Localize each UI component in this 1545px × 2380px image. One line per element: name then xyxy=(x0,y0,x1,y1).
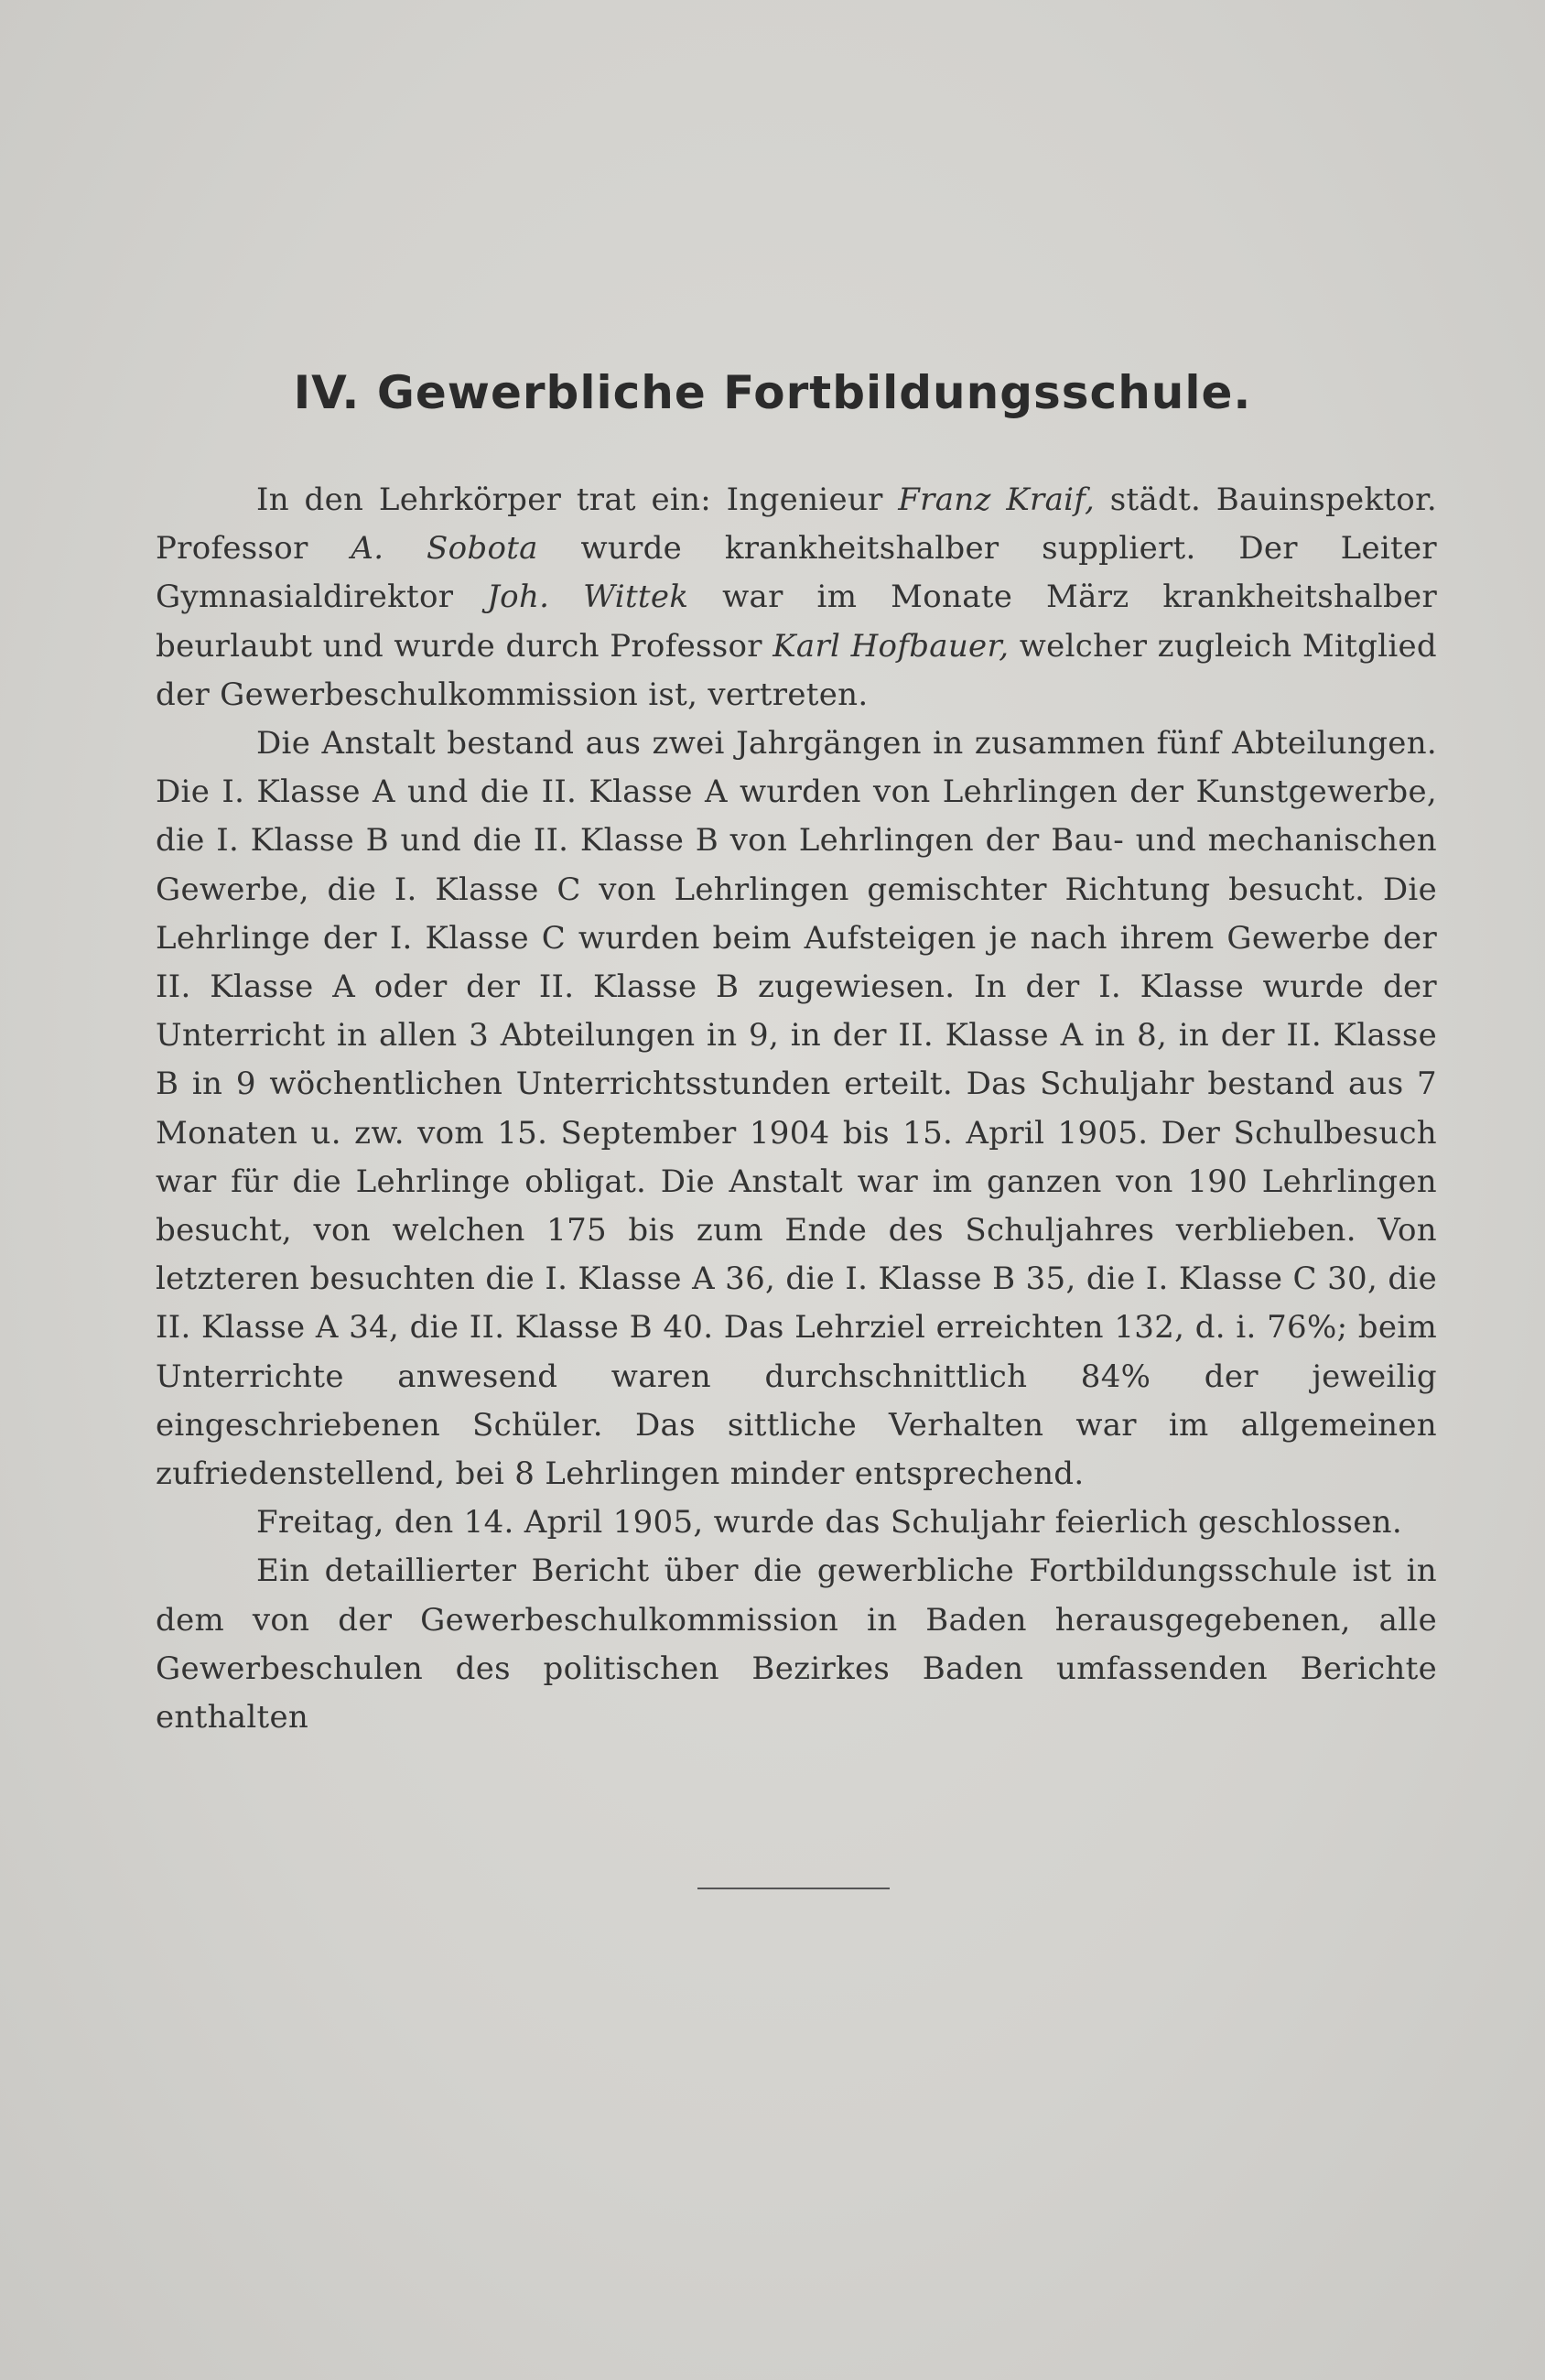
text-segment: wurde krankheitshalber suppliert. Der Leiter Gymnasialdirektor xyxy=(156,530,1437,616)
text-segment: Ein detaillierter Bericht über die gewerbliche Fortbildungsschule ist in dem von der Gewerbeschulkommission in Baden herausgegebenen, alle Gewerbeschulen des politischen Bezirkes Baden umfassenden Berichte enthalten xyxy=(156,1552,1437,1736)
person-name: Franz Kraif, xyxy=(898,481,1096,518)
person-name: Joh. Wittek xyxy=(487,579,689,616)
paragraph xyxy=(156,1498,1437,1547)
paragraph xyxy=(156,476,1437,719)
text-segment: In den Lehrkörper trat ein: Ingenieur xyxy=(256,481,899,518)
text-segment: städt. Bauinspektor. Professor xyxy=(156,481,1438,568)
section-heading: IV. Gewerbliche Fortbildungsschule. xyxy=(293,366,1252,419)
body-text xyxy=(156,476,1437,1742)
text-segment: welcher zugleich Mitglied der Gewerbeschulkommission ist, vertreten. xyxy=(156,627,1437,713)
person-name: Karl Hofbauer, xyxy=(772,627,1010,665)
text-segment: Die Anstalt bestand aus zwei Jahrgängen in zusammen fünf Abteilungen. Die I. Klasse A und die II. Klasse A wurden von Lehrlingen der Kunstgewerbe, die I. Klasse B und die II. Klasse B von Lehrlingen der Bau- und mechanischen Gewerbe, die I. Klasse C von Lehrlingen gemischter Richtung besucht. Die Lehrlinge der I. Klasse C wurden beim Aufsteigen je nach ihrem Gewerbe der II. Klasse A oder der II. Klasse B zugewiesen. In der I. Klasse wurde der Unterricht in allen 3 Abteilungen in 9, in der II. Klasse A in 8, in der II. Klasse B in 9 wöchentlichen Unterrichtsstunden erteilt. Das Schuljahr bestand aus 7 Monaten u. zw. vom 15. September 1904 bis 15. April 1905. Der Schulbesuch war für die Lehrlinge obligat. Die Anstalt war im ganzen von 190 Lehrlingen besucht, von welchen 175 bis zum Ende des Schuljahres verblieben. Von letzteren besuchten die I. Klasse A 36, die I. Klasse B 35, die I. Klasse C 30, die II. Klasse A 34, die II. Klasse B 40. Das Lehrziel erreichten 132, d. i. 76%; beim Unterrichte anwesend waren durchschnittlich 84% der jeweilig eingeschriebenen Schüler. Das sittliche Verhalten war im allgemeinen zufriedenstellend, bei 8 Lehrlingen minder entsprechend. xyxy=(156,725,1437,1493)
paragraph xyxy=(156,1547,1437,1742)
section-divider xyxy=(697,1888,890,1889)
paragraph xyxy=(156,719,1437,1498)
text-segment: war im Monate März krankheitshalber beurlaubt und wurde durch Professor xyxy=(156,579,1438,665)
text-segment: Freitag, den 14. April 1905, wurde das Schuljahr feierlich geschlossen. xyxy=(256,1504,1402,1542)
person-name: A. Sobota xyxy=(351,530,538,568)
